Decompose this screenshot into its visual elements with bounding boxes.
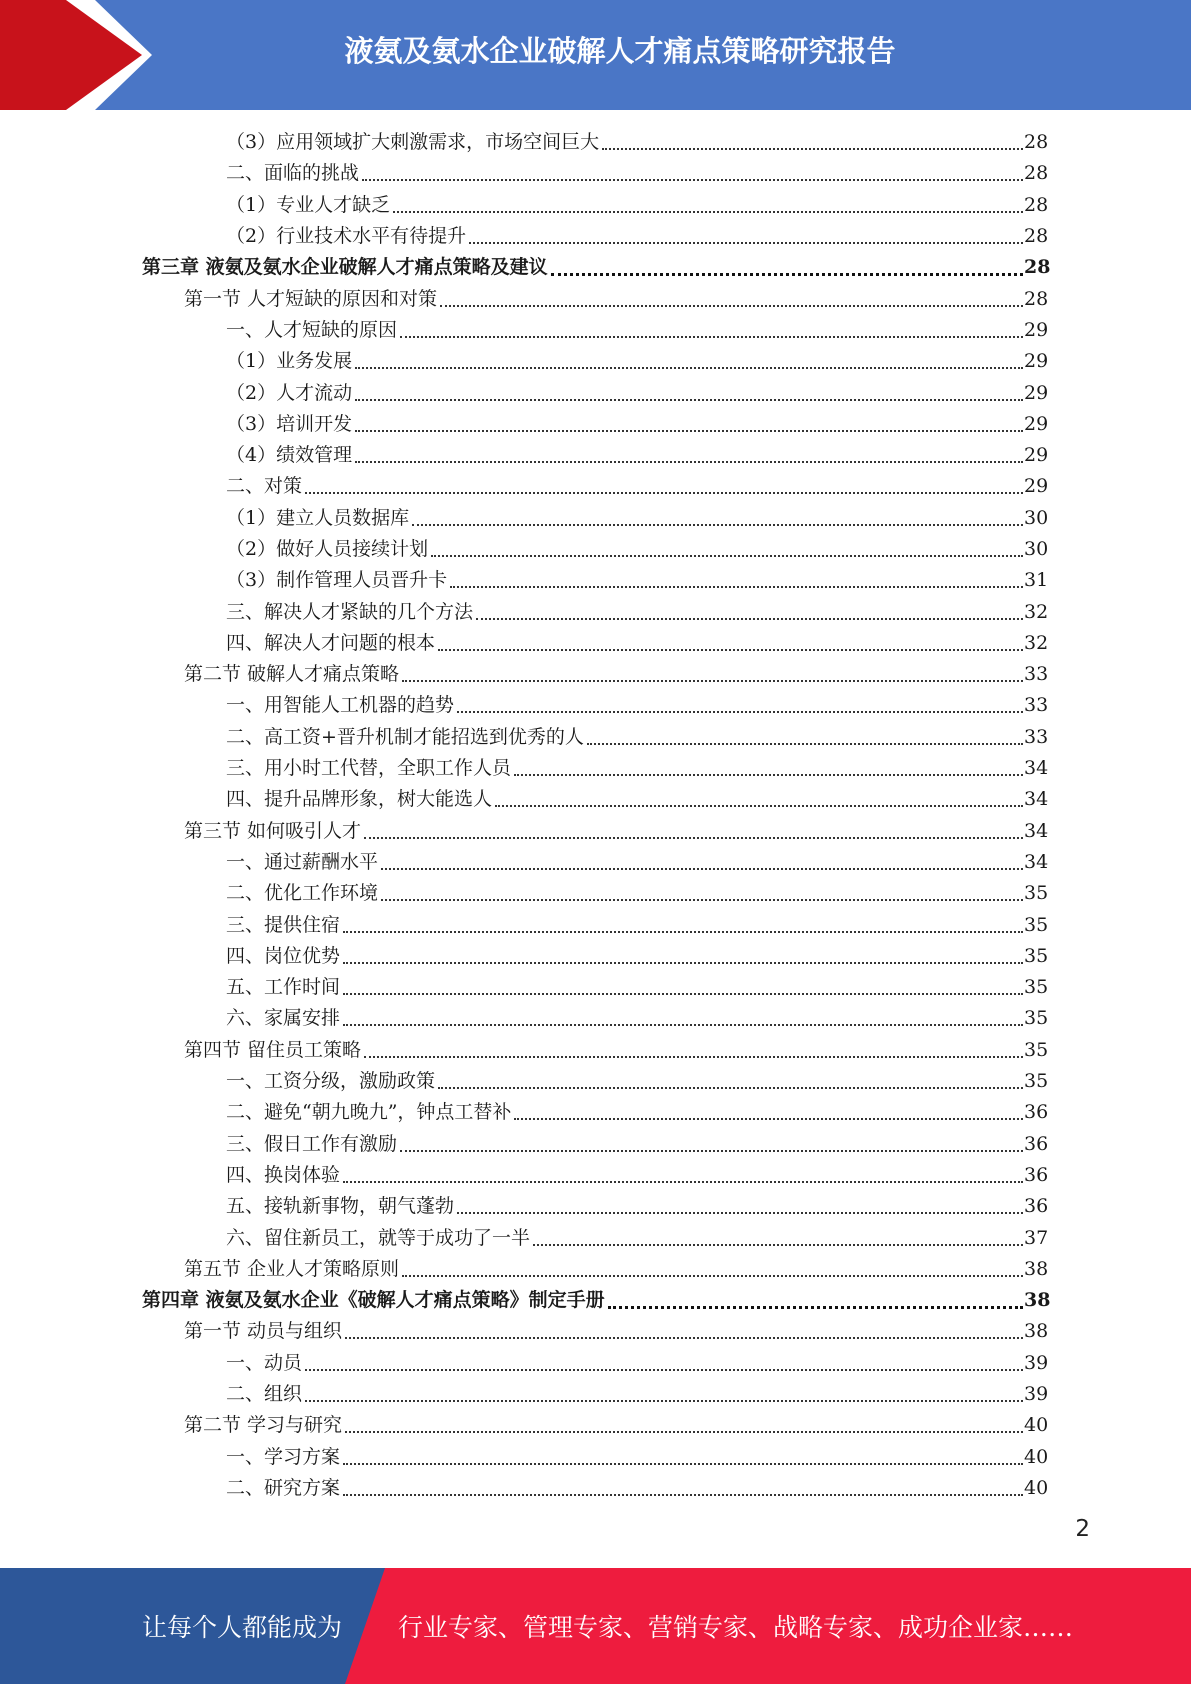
toc-entry-item[interactable] xyxy=(0,315,1191,346)
toc-entry-item[interactable] xyxy=(0,1097,1191,1128)
toc-entry-item[interactable] xyxy=(0,471,1191,502)
toc-entry-page: 39 xyxy=(1024,1383,1049,1406)
header-chevron-red-icon xyxy=(0,0,142,110)
toc-entry-item[interactable] xyxy=(0,722,1191,753)
toc-entry-label: 三、用小时工代替，全职工作人员 xyxy=(226,757,512,780)
toc-entry-label: 第一节 人才短缺的原因和对策 xyxy=(184,287,438,310)
toc-entry-page: 28 xyxy=(1024,256,1051,279)
toc-entry-label: 第二节 破解人才痛点策略 xyxy=(184,663,400,686)
page-footer xyxy=(0,1568,1191,1684)
toc-entry-page: 36 xyxy=(1024,1195,1049,1218)
toc-entry-chapter[interactable] xyxy=(0,1285,1191,1316)
toc-entry-page: 29 xyxy=(1024,350,1049,373)
toc-entry-label: 第三节 如何吸引人才 xyxy=(184,819,362,842)
toc-entry-section[interactable] xyxy=(0,283,1191,314)
toc-dot-leader xyxy=(345,1430,1023,1433)
toc-dot-leader xyxy=(343,1023,1023,1026)
toc-entry-page: 35 xyxy=(1024,1070,1049,1093)
toc-entry-label: （1）专业人才缺乏 xyxy=(226,193,391,216)
toc-entry-page: 35 xyxy=(1024,944,1049,967)
toc-dot-leader xyxy=(438,648,1023,651)
toc-entry-section[interactable] xyxy=(0,1316,1191,1347)
toc-entry-item[interactable] xyxy=(0,972,1191,1003)
toc-entry-page: 29 xyxy=(1024,381,1049,404)
toc-entry-page: 36 xyxy=(1024,1163,1049,1186)
toc-entry-sub[interactable] xyxy=(0,127,1191,158)
toc-entry-page: 35 xyxy=(1024,882,1049,905)
toc-entry-page: 38 xyxy=(1024,1320,1049,1343)
toc-dot-leader xyxy=(364,836,1023,839)
toc-entry-sub[interactable] xyxy=(0,221,1191,252)
toc-dot-leader xyxy=(305,1368,1023,1371)
toc-dot-leader xyxy=(440,304,1023,307)
toc-entry-page: 40 xyxy=(1024,1476,1049,1499)
toc-entry-page: 33 xyxy=(1024,663,1049,686)
toc-entry-label: 二、对策 xyxy=(226,475,303,498)
toc-entry-item[interactable] xyxy=(0,1066,1191,1097)
toc-entry-item[interactable] xyxy=(0,628,1191,659)
toc-entry-label: 第三章 液氨及氨水企业破解人才痛点策略及建议 xyxy=(142,256,548,279)
toc-entry-page: 35 xyxy=(1024,976,1049,999)
toc-dot-leader xyxy=(343,1462,1023,1465)
toc-dot-leader xyxy=(362,178,1023,181)
toc-entry-item[interactable] xyxy=(0,941,1191,972)
toc-dot-leader xyxy=(343,930,1023,933)
toc-entry-label: 一、人才短缺的原因 xyxy=(226,318,398,341)
toc-entry-label: 六、家属安排 xyxy=(226,1007,341,1030)
toc-entry-label: 二、避免“朝九晚九”，钟点工替补 xyxy=(226,1101,512,1124)
toc-entry-page: 33 xyxy=(1024,694,1049,717)
toc-entry-page: 28 xyxy=(1024,287,1049,310)
toc-entry-page: 28 xyxy=(1024,225,1049,248)
toc-entry-label: 四、换岗体验 xyxy=(226,1163,341,1186)
toc-entry-page: 38 xyxy=(1024,1257,1049,1280)
toc-dot-leader xyxy=(402,1274,1023,1277)
toc-entry-label: （3）制作管理人员晋升卡 xyxy=(226,569,448,592)
toc-entry-sub[interactable] xyxy=(0,565,1191,596)
toc-entry-page: 31 xyxy=(1024,569,1049,592)
toc-dot-leader xyxy=(343,992,1023,995)
toc-entry-page: 35 xyxy=(1024,1007,1049,1030)
toc-entry-label: 一、通过薪酬水平 xyxy=(226,850,379,873)
toc-entry-label: （1）建立人员数据库 xyxy=(226,506,410,529)
toc-entry-page: 29 xyxy=(1024,444,1049,467)
toc-entry-label: 三、假日工作有激励 xyxy=(226,1132,398,1155)
toc-dot-leader xyxy=(355,398,1023,401)
toc-entry-item[interactable] xyxy=(0,1441,1191,1472)
toc-entry-item[interactable] xyxy=(0,909,1191,940)
toc-dot-leader xyxy=(381,867,1023,870)
toc-entry-section[interactable] xyxy=(0,1410,1191,1441)
toc-entry-item[interactable] xyxy=(0,596,1191,627)
toc-entry-label: 二、高工资+晋升机制才能招选到优秀的人 xyxy=(226,725,584,748)
toc-entry-page: 36 xyxy=(1024,1132,1049,1155)
report-title: 液氨及氨水企业破解人才痛点策略研究报告 xyxy=(344,34,896,68)
toc-entry-page: 36 xyxy=(1024,1101,1049,1124)
toc-dot-leader xyxy=(551,272,1023,276)
toc-dot-leader xyxy=(602,147,1023,150)
toc-entry-page: 40 xyxy=(1024,1445,1049,1468)
toc-dot-leader xyxy=(514,1117,1023,1120)
toc-entry-label: 二、组织 xyxy=(226,1383,303,1406)
toc-dot-leader xyxy=(305,1399,1023,1402)
toc-entry-item[interactable] xyxy=(0,158,1191,189)
toc-entry-page: 28 xyxy=(1024,193,1049,216)
toc-entry-label: （3）应用领域扩大刺激需求，市场空间巨大 xyxy=(226,131,600,154)
toc-entry-item[interactable] xyxy=(0,1379,1191,1410)
toc-dot-leader xyxy=(431,554,1023,557)
toc-entry-label: 三、解决人才紧缺的几个方法 xyxy=(226,600,474,623)
toc-dot-leader xyxy=(402,679,1023,682)
toc-entry-item[interactable] xyxy=(0,1003,1191,1034)
toc-dot-leader xyxy=(533,1243,1023,1246)
toc-entry-sub[interactable] xyxy=(0,190,1191,221)
toc-entry-page: 30 xyxy=(1024,538,1049,560)
toc-entry-item[interactable] xyxy=(0,1348,1191,1379)
toc-entry-label: 第四节 留住员工策略 xyxy=(184,1038,362,1061)
toc-dot-leader xyxy=(587,742,1023,745)
toc-dot-leader xyxy=(469,241,1023,244)
toc-entry-chapter[interactable] xyxy=(0,252,1191,283)
toc-entry-page: 32 xyxy=(1024,631,1049,654)
toc-entry-page: 32 xyxy=(1024,600,1049,623)
toc-entry-label: （1）业务发展 xyxy=(226,350,353,373)
toc-entry-label: 二、优化工作环境 xyxy=(226,882,379,905)
toc-entry-item[interactable] xyxy=(0,784,1191,815)
toc-dot-leader xyxy=(457,710,1023,713)
toc-dot-leader xyxy=(345,1336,1023,1339)
footer-slogan-lead: 让每个人都能成为 xyxy=(142,1613,343,1642)
page-number: 2 xyxy=(1075,1516,1090,1542)
toc-entry-label: （2）行业技术水平有待提升 xyxy=(226,225,467,248)
toc-entry-section[interactable] xyxy=(0,1035,1191,1066)
toc-entry-sub[interactable] xyxy=(0,503,1191,534)
toc-entry-label: 二、研究方案 xyxy=(226,1476,341,1499)
toc-entry-page: 29 xyxy=(1024,412,1049,435)
toc-entry-item[interactable] xyxy=(0,753,1191,784)
toc-entry-item[interactable] xyxy=(0,1129,1191,1160)
toc-entry-label: 第四章 液氨及氨水企业《破解人才痛点策略》制定手册 xyxy=(142,1289,605,1312)
toc-entry-page: 28 xyxy=(1024,131,1049,154)
toc-entry-label: （4）绩效管理 xyxy=(226,444,353,467)
toc-entry-page: 34 xyxy=(1024,788,1049,811)
toc-entry-label: （3）培训开发 xyxy=(226,412,353,435)
toc-entry-page: 29 xyxy=(1024,318,1049,341)
toc-entry-section[interactable] xyxy=(0,1254,1191,1285)
table-of-contents xyxy=(0,127,1191,1504)
page-header xyxy=(0,0,1191,110)
toc-dot-leader xyxy=(381,898,1023,901)
toc-entry-sub[interactable] xyxy=(0,440,1191,471)
toc-dot-leader xyxy=(412,523,1023,526)
toc-entry-page: 34 xyxy=(1024,850,1049,873)
toc-dot-leader xyxy=(400,335,1023,338)
toc-entry-page: 30 xyxy=(1024,506,1049,529)
toc-dot-leader xyxy=(514,773,1023,776)
toc-entry-page: 35 xyxy=(1024,913,1049,936)
toc-entry-item[interactable] xyxy=(0,1191,1191,1222)
toc-dot-leader xyxy=(343,1180,1023,1183)
toc-entry-label: 一、用智能人工机器的趋势 xyxy=(226,694,455,717)
toc-dot-leader xyxy=(305,491,1023,494)
toc-entry-section[interactable] xyxy=(0,659,1191,690)
toc-entry-sub[interactable] xyxy=(0,377,1191,408)
toc-dot-leader xyxy=(364,1055,1023,1058)
toc-entry-label: 六、留住新员工，就等于成功了一半 xyxy=(226,1226,531,1249)
toc-entry-label: 第一节 动员与组织 xyxy=(184,1320,343,1343)
toc-entry-label: 一、学习方案 xyxy=(226,1445,341,1468)
toc-dot-leader xyxy=(450,585,1023,588)
toc-dot-leader xyxy=(355,429,1023,432)
toc-entry-sub[interactable] xyxy=(0,534,1191,565)
toc-entry-label: 四、岗位优势 xyxy=(226,944,341,967)
toc-entry-item[interactable] xyxy=(0,690,1191,721)
toc-dot-leader xyxy=(457,1211,1023,1214)
toc-entry-label: 第五节 企业人才策略原则 xyxy=(184,1257,400,1280)
toc-entry-item[interactable] xyxy=(0,1160,1191,1191)
toc-dot-leader xyxy=(476,617,1023,620)
toc-entry-page: 33 xyxy=(1024,725,1049,748)
toc-entry-item[interactable] xyxy=(0,847,1191,878)
toc-entry-label: 一、动员 xyxy=(226,1351,303,1374)
toc-entry-label: （2）人才流动 xyxy=(226,381,353,404)
toc-dot-leader xyxy=(495,804,1023,807)
toc-entry-label: 第二节 学习与研究 xyxy=(184,1414,343,1437)
toc-dot-leader xyxy=(343,1493,1023,1496)
toc-dot-leader xyxy=(355,366,1023,369)
toc-entry-page: 34 xyxy=(1024,757,1049,780)
toc-entry-item[interactable] xyxy=(0,1222,1191,1253)
toc-entry-section[interactable] xyxy=(0,816,1191,847)
toc-dot-leader xyxy=(343,961,1023,964)
toc-entry-page: 35 xyxy=(1024,1038,1049,1061)
toc-entry-page: 38 xyxy=(1024,1289,1051,1312)
toc-entry-item[interactable] xyxy=(0,878,1191,909)
toc-entry-page: 40 xyxy=(1024,1414,1049,1437)
footer-slogan-roles: 行业专家、管理专家、营销专家、战略专家、成功企业家…… xyxy=(398,1613,1074,1642)
toc-entry-label: 四、提升品牌形象，树大能选人 xyxy=(226,788,493,811)
toc-entry-page: 34 xyxy=(1024,819,1049,842)
toc-entry-label: 五、工作时间 xyxy=(226,976,341,999)
toc-entry-label: 四、解决人才问题的根本 xyxy=(226,631,436,654)
toc-dot-leader xyxy=(438,1086,1023,1089)
toc-dot-leader xyxy=(355,460,1023,463)
toc-entry-label: 三、提供住宿 xyxy=(226,913,341,936)
toc-entry-sub[interactable] xyxy=(0,346,1191,377)
toc-entry-page: 39 xyxy=(1024,1351,1049,1374)
toc-entry-sub[interactable] xyxy=(0,409,1191,440)
toc-entry-item[interactable] xyxy=(0,1473,1191,1504)
toc-entry-label: 五、接轨新事物，朝气蓬勃 xyxy=(226,1195,455,1218)
toc-entry-label: 二、面临的挑战 xyxy=(226,162,360,185)
toc-dot-leader xyxy=(400,1149,1023,1152)
toc-entry-page: 37 xyxy=(1024,1226,1049,1249)
toc-entry-page: 29 xyxy=(1024,475,1049,498)
toc-entry-label: （2）做好人员接续计划 xyxy=(226,538,429,560)
toc-dot-leader xyxy=(608,1305,1023,1309)
toc-entry-label: 一、工资分级，激励政策 xyxy=(226,1070,436,1093)
toc-entry-page: 28 xyxy=(1024,162,1049,185)
toc-dot-leader xyxy=(393,210,1023,213)
